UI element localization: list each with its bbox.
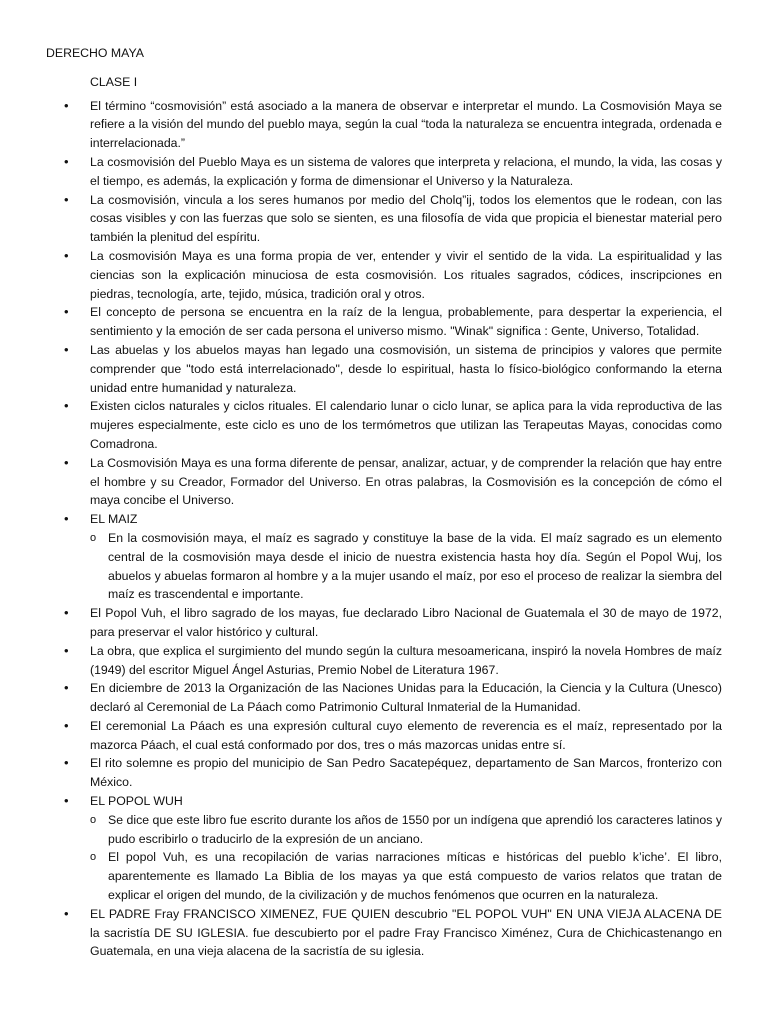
bullet-item: • EL PADRE Fray FRANCISCO XIMENEZ, FUE QUIEN descubrio "EL POPOL VUH" EN UNA VIEJA ALACENA DE la sacristía DE SU IGLESIA. fue descubierto por el padre Fray Francisco Ximénez, Cura de Chichicastenango en Guatemala, en una vieja alacena de la sacristía de su iglesia.	[46, 905, 722, 961]
popol-sublist	[46, 811, 722, 905]
bullet-item-maiz	[46, 510, 722, 604]
bullet-item: • El término “cosmovisión” está asociado a la manera de observar e interpretar el mundo. La Cosmovisión Maya se refiere a la visión del mundo del pueblo maya, según la cual “toda la naturaleza se encuentra integrada, ordenada e interrelacionada.”	[46, 97, 722, 153]
bullet-item: • Las abuelas y los abuelos mayas han legado una cosmovisión, un sistema de principios y valores que permite comprender que "todo está interrelacionado", desde lo espiritual, hasta lo físico-biológico conformando la eterna unidad entre humanidad y naturaleza.	[46, 341, 722, 397]
bullet-item-popol	[46, 792, 722, 905]
bullet-item: • En diciembre de 2013 la Organización de las Naciones Unidas para la Educación, la Ciencia y la Cultura (Unesco) declaró al Ceremonial de La Páach como Patrimonio Cultural Inmaterial de la Humanidad.	[46, 679, 722, 717]
bullet-list	[46, 97, 722, 962]
popol-heading: EL POPOL WUH	[90, 794, 183, 809]
bullet-item: • El Popol Vuh, el libro sagrado de los mayas, fue declarado Libro Nacional de Guatemala el 30 de mayo de 1972, para preservar el valor histórico y cultural.	[46, 604, 722, 642]
sub-item: o Se dice que este libro fue escrito durante los años de 1550 por un indígena que aprendió los caracteres latinos y pudo escribirlo o traducirlo de la expresión de un anciano.	[46, 811, 722, 849]
bullet-item: • La Cosmovisión Maya es una forma diferente de pensar, analizar, actuar, y de comprender la relación que hay entre el hombre y su Creador, Formador del Universo. En otras palabras, la Cosmovisión es la concepción de cómo el maya concibe el Universo.	[46, 454, 722, 510]
bullet-item: • El concepto de persona se encuentra en la raíz de la lengua, probablemente, para despertar la experiencia, el sentimiento y la emoción de ser cada persona el universo mismo. "Winak" significa : Gente, Universo, Totalidad.	[46, 303, 722, 341]
bullet-item: • El rito solemne es propio del municipio de San Pedro Sacatepéquez, departamento de San Marcos, fronterizo con México.	[46, 754, 722, 792]
bullet-item: • Existen ciclos naturales y ciclos rituales. El calendario lunar o ciclo lunar, se aplica para la vida reproductiva de las mujeres especialmente, este ciclo es uno de los termómetros que utilizan las Terapeutas Mayas, conocidas como Comadrona.	[46, 397, 722, 453]
document-title: DERECHO MAYA	[46, 46, 144, 60]
maiz-heading: EL MAIZ	[90, 512, 138, 527]
bullet-item: • La cosmovisión Maya es una forma propia de ver, entender y vivir el sentido de la vida. La espiritualidad y las ciencias son la explicación minuciosa de esta cosmovisión. Los rituales sagrados, códices, inscripciones en piedras, tecnología, arte, tejido, música, tradición oral y otros.	[46, 247, 722, 303]
sub-item: o En la cosmovisión maya, el maíz es sagrado y constituye la base de la vida. El maíz sagrado es un elemento central de la cosmovisión maya desde el inicio de nuestra existencia hasta hoy día. Según el Popol Wuj, los abuelos y abuelas formaron al hombre y a la mujer usando el maíz, por eso el proceso de realizar la siembra del maíz es trascendental e importante.	[46, 529, 722, 604]
bullet-item: • La cosmovisión, vincula a los seres humanos por medio del Cholq”ij, todos los elementos que le rodean, con las cosas visibles y con las fuerzas que solo se sienten, es una filosofía de vida que propicia el bienestar material pero también la plenitud del espíritu.	[46, 191, 722, 247]
maiz-sublist	[46, 529, 722, 604]
bullet-item: • El ceremonial La Páach es una expresión cultural cuyo elemento de reverencia es el maíz, representado por la mazorca Páach, el cual está conformado por dos, tres o más mazorcas unidas entre sí.	[46, 717, 722, 755]
sub-item: o El popol Vuh, es una recopilación de varias narraciones míticas e históricas del pueblo k’iche’. El libro, aparentemente es llamado La Biblia de los mayas ya que está compuesto de varios relatos que tratan de explicar el origen del mundo, de la civilización y de muchos fenómenos que ocurren en la naturaleza.	[46, 848, 722, 904]
bullet-item: • La cosmovisión del Pueblo Maya es un sistema de valores que interpreta y relaciona, el mundo, la vida, las cosas y el tiempo, es además, la explicación y forma de dimensionar el Universo y la Naturaleza.	[46, 153, 722, 191]
bullet-item: • La obra, que explica el surgimiento del mundo según la cultura mesoamericana, inspiró la novela Hombres de maíz (1949) del escritor Miguel Ángel Asturias, Premio Nobel de Literatura 1967.	[46, 642, 722, 680]
document-subtitle: CLASE I	[90, 74, 138, 89]
